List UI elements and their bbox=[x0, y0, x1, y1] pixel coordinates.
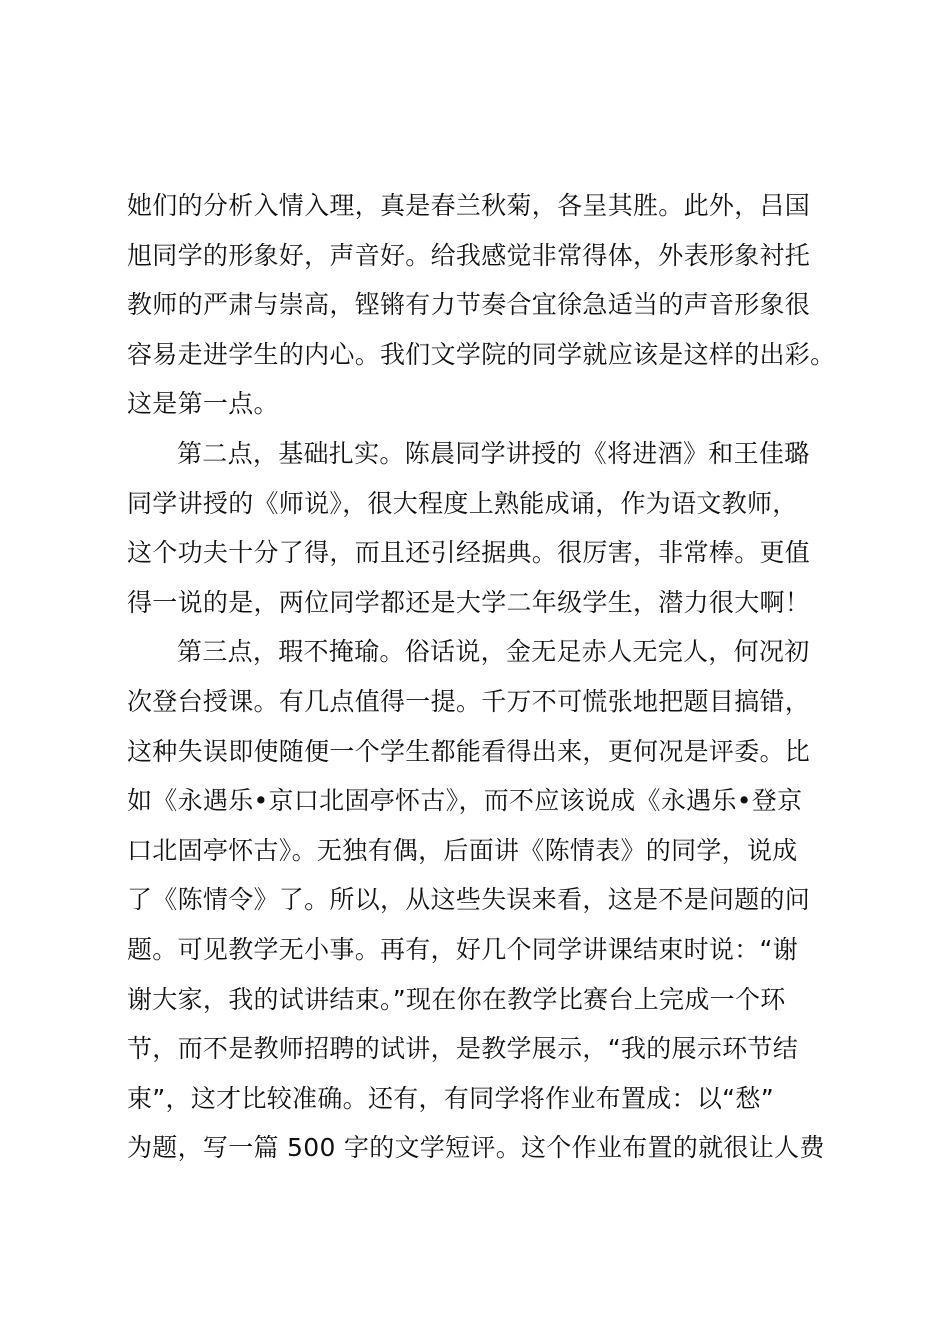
text-line: 为题，写一篇 500 字的文学短评。这个作业布置的就很让人费 bbox=[127, 1133, 825, 1163]
text-line: 次登台授课。有几点值得一提。千万不可慌张地把题目搞错， bbox=[127, 686, 811, 716]
text-line: 这个功夫十分了得，而且还引经据典。很厉害，非常棒。更值 bbox=[127, 538, 811, 568]
text-line: 这种失误即使随便一个学生都能看得出来，更何况是评委。比 bbox=[127, 736, 811, 766]
paragraph-start-line: 第三点，瑕不掩瑜。俗话说，金无足赤人无完人，何况初 bbox=[177, 637, 810, 667]
text-line: 容易走进学生的内心。我们文学院的同学就应该是这样的出彩。 bbox=[127, 339, 836, 369]
text-line: 束”，这才比较准确。还有，有同学将作业布置成：以“愁” bbox=[127, 1083, 774, 1113]
text-line: 得一说的是，两位同学都还是大学二年级学生，潜力很大啊！ bbox=[127, 587, 811, 617]
text-line: 谢大家，我的试讲结束。”现在你在教学比赛台上完成一个环 bbox=[127, 984, 786, 1014]
text-line: 旭同学的形象好，声音好。给我感觉非常得体，外表形象衬托 bbox=[127, 240, 811, 270]
text-line: 口北固亭怀古》。无独有偶，后面讲《陈情表》的同学，说成 bbox=[127, 835, 798, 865]
paragraph-start-line: 第二点，基础扎实。陈晨同学讲授的《将进酒》和王佳璐 bbox=[177, 438, 810, 468]
text-line: 这是第一点。 bbox=[127, 389, 279, 419]
text-line: 节，而不是教师招聘的试讲，是教学展示，“我的展示环节结 bbox=[127, 1034, 799, 1064]
text-line: 如《永遇乐•京口北固亭怀古》，而不应该说成《永遇乐•登京 bbox=[127, 786, 803, 816]
text-line: 教师的严肃与崇高，铿锵有力节奏合宜徐急适当的声音形象很 bbox=[127, 290, 811, 320]
text-line: 她们的分析入情入理，真是春兰秋菊，各呈其胜。此外，吕国 bbox=[127, 191, 811, 220]
text-line: 了《陈情令》了。所以，从这些失误来看，这是不是问题的问 bbox=[127, 885, 811, 915]
text-line: 同学讲授的《师说》，很大程度上熟能成诵，作为语文教师， bbox=[127, 488, 798, 518]
text-line: 题。可见教学无小事。再有，好几个同学讲课结束时说：“谢 bbox=[127, 934, 799, 964]
body-text bbox=[127, 181, 847, 1173]
